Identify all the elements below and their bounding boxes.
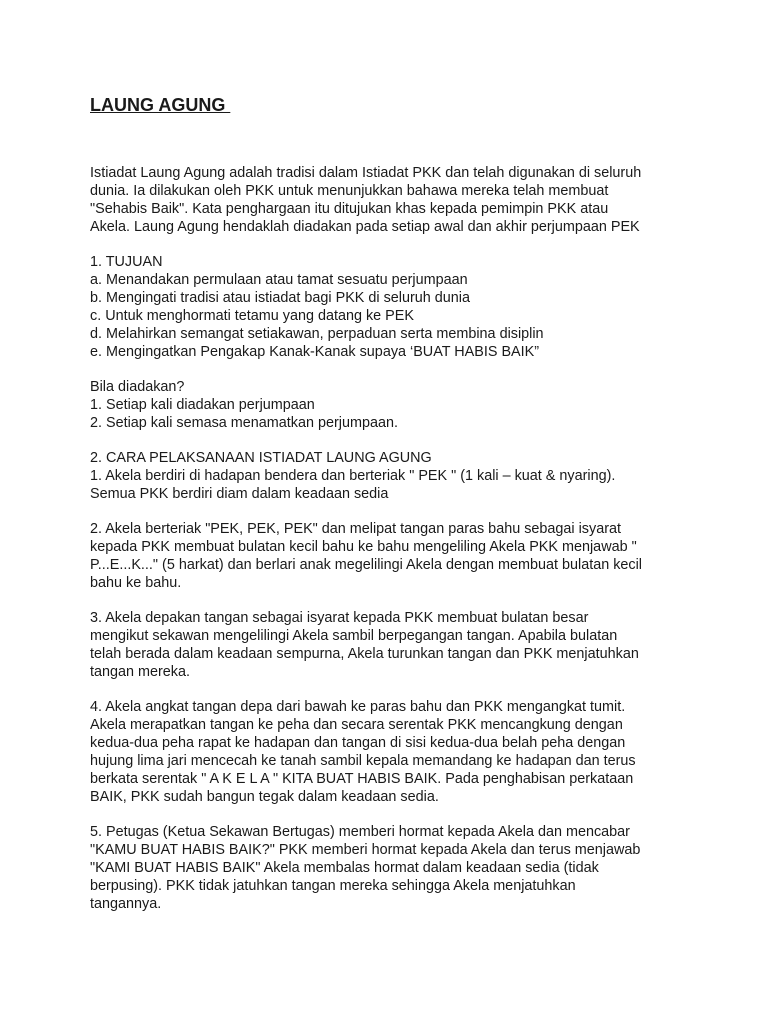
list-item: a. Menandakan permulaan atau tamat sesuatu perjumpaan — [90, 272, 468, 288]
cara-pelaksanaan-step-2 — [90, 520, 750, 592]
text-line: tangan mereka. — [90, 664, 190, 680]
text-line: telah berada dalam keadaan sempurna, Akela turunkan tangan dan PKK menjatuhkan — [90, 646, 639, 662]
text-line: 5. Petugas (Ketua Sekawan Bertugas) memberi hormat kepada Akela dan mencabar — [90, 824, 630, 840]
bila-diadakan-list — [90, 378, 750, 432]
list-item: c. Untuk menghormati tetamu yang datang ke PEK — [90, 308, 414, 324]
text-line: tangannya. — [90, 896, 162, 912]
text-line: dunia. Ia dilakukan oleh PKK untuk menunjukkan bahawa mereka telah membuat — [90, 183, 609, 199]
text-line: Istiadat Laung Agung adalah tradisi dalam Istiadat PKK dan telah digunakan di seluruh — [90, 165, 642, 181]
text-line: "Sehabis Baik". Kata penghargaan itu ditujukan khas kepada pemimpin PKK atau — [90, 201, 609, 217]
list-item: 1. Setiap kali diadakan perjumpaan — [90, 397, 315, 413]
text-line: bahu ke bahu. — [90, 575, 182, 591]
list-item: e. Mengingatkan Pengakap Kanak-Kanak supaya ‘BUAT HABIS BAIK” — [90, 344, 540, 360]
cara-pelaksanaan-step-1 — [90, 449, 750, 503]
list-item: b. Mengingati tradisi atau istiadat bagi PKK di seluruh dunia — [90, 290, 470, 306]
document-title: LAUNG AGUNG — [90, 95, 231, 115]
text-line: 4. Akela angkat tangan depa dari bawah ke paras bahu dan PKK mengangkat tumit. — [90, 699, 626, 715]
text-line: mengikut sekawan mengelilingi Akela sambil berpegangan tangan. Apabila bulatan — [90, 628, 618, 644]
cara-pelaksanaan-step-3 — [90, 609, 750, 681]
text-line: Akela merapatkan tangan ke peha dan secara serentak PKK mencangkung dengan — [90, 717, 623, 733]
document-page — [90, 94, 750, 930]
tujuan-list — [90, 253, 750, 361]
text-line: kepada PKK membuat bulatan kecil bahu ke bahu mengeliling Akela PKK menjawab " — [90, 539, 637, 555]
cara-pelaksanaan-step-5 — [90, 823, 750, 913]
list-item: 2. Setiap kali semasa menamatkan perjumpaan. — [90, 415, 398, 431]
section-heading: 1. TUJUAN — [90, 254, 163, 270]
text-line: Akela. Laung Agung hendaklah diadakan pada setiap awal dan akhir perjumpaan PEK — [90, 219, 640, 235]
text-line: "KAMI BUAT HABIS BAIK" Akela membalas hormat dalam keadaan sedia (tidak — [90, 860, 599, 876]
list-item: d. Melahirkan semangat setiakawan, perpaduan serta membina disiplin — [90, 326, 544, 342]
text-line: BAIK, PKK sudah bangun tegak dalam keadaan sedia. — [90, 789, 439, 805]
text-line: 1. Akela berdiri di hadapan bendera dan berteriak " PEK " (1 kali – kuat & nyaring). — [90, 468, 616, 484]
text-line: hujung lima jari mencecah ke tanah sambil kepala memandang ke hadapan dan terus — [90, 753, 636, 769]
text-line: Semua PKK berdiri diam dalam keadaan sedia — [90, 486, 389, 502]
text-line: "KAMU BUAT HABIS BAIK?" PKK memberi hormat kepada Akela dan terus menjawab — [90, 842, 641, 858]
text-line: P...E...K..." (5 harkat) dan berlari anak megelilingi Akela dengan membuat bulatan kecil — [90, 557, 643, 573]
text-line: berkata serentak " A K E L A " KITA BUAT HABIS BAIK. Pada penghabisan perkataan — [90, 771, 634, 787]
cara-pelaksanaan-step-4 — [90, 698, 750, 806]
section-heading: 2. CARA PELAKSANAAN ISTIADAT LAUNG AGUNG — [90, 450, 432, 466]
section-heading: Bila diadakan? — [90, 379, 185, 395]
text-line: 2. Akela berteriak "PEK, PEK, PEK" dan melipat tangan paras bahu sebagai isyarat — [90, 521, 621, 537]
text-line: berpusing). PKK tidak jatuhkan tangan mereka sehingga Akela menjatuhkan — [90, 878, 576, 894]
intro-paragraph — [90, 164, 750, 236]
text-line: 3. Akela depakan tangan sebagai isyarat kepada PKK membuat bulatan besar — [90, 610, 589, 626]
text-line: kedua-dua peha rapat ke hadapan dan tangan di sisi kedua-dua belah peha dengan — [90, 735, 626, 751]
